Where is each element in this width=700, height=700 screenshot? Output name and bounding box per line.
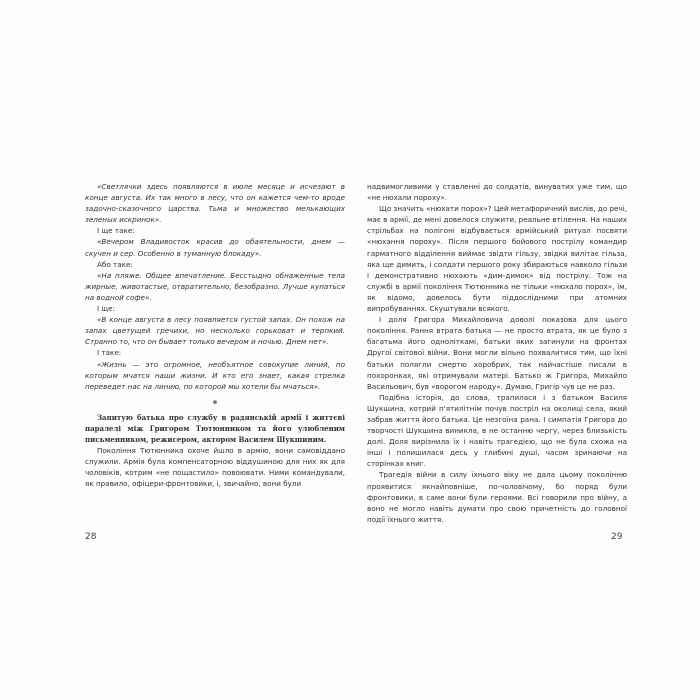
page-number-right: 29 xyxy=(611,532,623,542)
page-number-left: 28 xyxy=(85,532,97,542)
body-paragraph: надвимогливими у ставленні до солдатів, винуватих уже тим, що «не нюхали пороху». xyxy=(367,182,627,203)
quote-paragraph: «Жизнь — это огромное, необъятное совокупие линий, по которым мчатся наши жизни. И кто его знает, какая стрелка переведет нас на линию, по которой мы хотели бы мчаться». xyxy=(85,359,345,391)
quote-paragraph: «В конце августа в лесу появляется густой запах. Он похож на запах цветущей гречихи, но несколько горьковат и терпкий. Странно то, что он бывает только вечером и ночью. Днем нет». xyxy=(85,315,345,347)
interview-question: Запитую батька про службу в радянській армії і життєві паралелі між Григором Тютюнником та його улюбленим письменником, режисером, актором Василем Шукшиним. xyxy=(85,412,345,444)
body-paragraph: Трагедія війни в силу їхнього віку не дала цьому поколінню проявитися якнайповніше, по-чоловічому, бо поряд були фронтовики, в саме вони були героями. Всі говорили про війну, а воно не могло навіть думати про свою причетність до головної події їхнього життя. xyxy=(367,470,627,524)
intro-line: Або таке: xyxy=(97,259,133,269)
quote-paragraph: «На пляже. Общее впечатление. Бесстыдно обнаженные тела жирные, животастые, отвратительно, безобразно. Лучше купаться на водной софе». xyxy=(85,270,345,302)
quote-paragraph: «Вечером Владивосток красив до обаятельности, днем — скучен и сер. Особенно в туманную блокаду». xyxy=(85,237,345,258)
left-page-text xyxy=(85,181,345,489)
body-paragraph: Що значить «нюхати порох»? Цей метафоричний вислів, до речі, має в армії, де мені довелося служити, реальне втілення. На наших стрільбах на полігоні відбувається армійський ритуал посвяти «нюхання пороху». Після першого бойового пострілу командир гарматного відділення виймає звідти гільзу, звідки вилітає гільза, яка ще димить, і солдати першого року збираються навколо гільзи і демонстративно нюхають «дим-димок» від пострілу. Тож на службі в армії покоління Тютюнника не тільки «нюхало порох», їм, як відомо, довелось бути піддослідними при атомних випробуваннях. Скуштували всякого. xyxy=(367,204,628,314)
intro-line: І ще: xyxy=(97,304,116,314)
intro-line: І ще таке: xyxy=(97,226,135,236)
body-paragraph: І доля Григора Михайловича доволі показова для цього покоління. Рання втрата батька — не просто втрата, як це було з багатьма його одноліткамі, батьки яких загинули на фронтах Другої світової війни. Вони могли вільно похвалитися тим, що їхні батьки полягли смертю хоробрих, так найчастіше писали в похоронках, які отримували матері. Батько ж Григора, Михайло Васильович, був «ворогом народу». Думаю, Григір чув це не раз. xyxy=(367,315,627,391)
answer-paragraph: Покоління Тютюнника охоче йшло в армію, вони самовіддано служили. Армія була компенсаторною віддушиною для них як для чоловіків, котрим «не пощастило» повоювати. Ними командували, як правило, офіцери-фронтовики, і, звичайно, вони були xyxy=(85,445,345,489)
body-paragraph: Подібна історія, до слова, трапилася і з батьком Василя Шукшина, котрий п'ятилітнім почув постріл на околиці села, який забрав життя його батька. Це незгоїна рана. І симпатія Григора до творчості Шукшина виникла, в не останню чергу, через близькість долі. Доля вирізнила їх і навіть трагедією, що не була схожа на інші і полишилася десь у глибині душі, часом зринаючи на сторінках книг. xyxy=(367,392,627,469)
intro-line: І таке: xyxy=(97,348,122,358)
right-page-text xyxy=(367,181,627,525)
quote-paragraph: «Светлячки здесь появляются в июле месяце и исчезают в конце августа. Их так много в лесу, что он кажется чем-то вроде задочно-сказочного царства. Тьма и множество мелькающих зеленых искринок». xyxy=(85,182,345,225)
section-separator: * xyxy=(212,399,218,410)
